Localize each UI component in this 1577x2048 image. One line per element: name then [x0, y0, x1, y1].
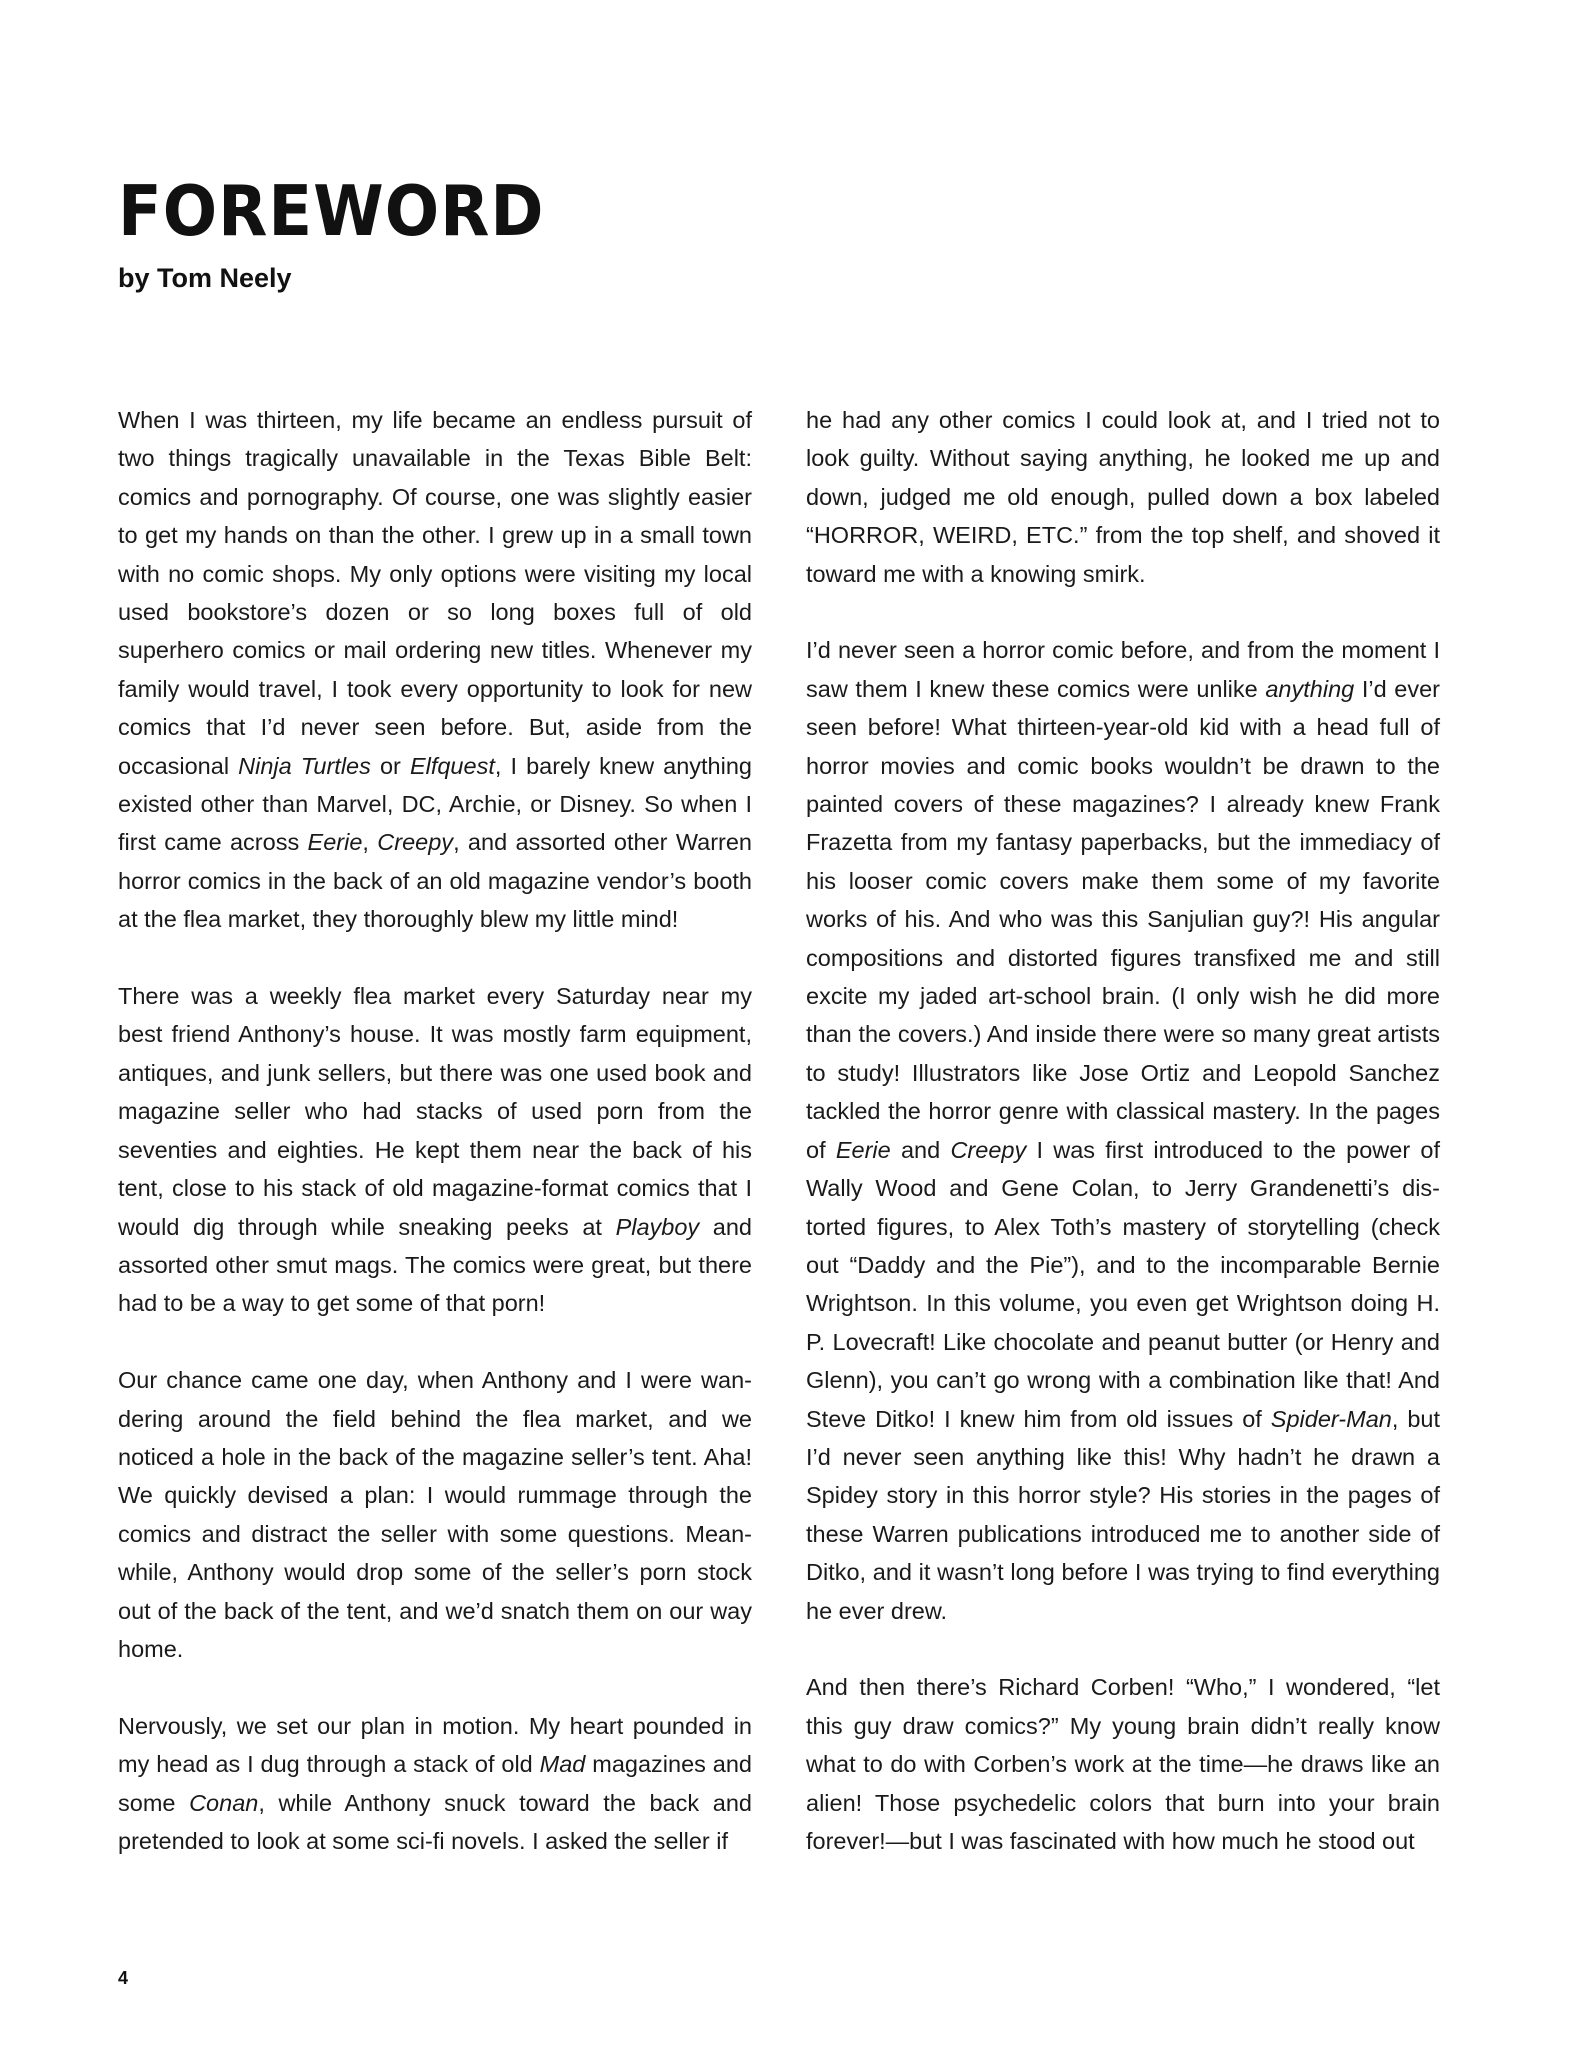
paragraph-4: Nervously, we set our plan in motion. My heart pounded in my head as I dug through a stack of old Mad magazines and some Conan, while Anthony snuck toward the back and pretended to look at some sci-fi novels. I asked the seller if	[118, 1712, 752, 1854]
title-creepy: Creepy	[377, 829, 454, 856]
emphasis-anything: anything	[1265, 675, 1355, 702]
author-byline: by Tom Neely	[118, 263, 292, 293]
title-eerie: Eerie	[307, 829, 363, 856]
title-elfquest: Elfquest	[409, 752, 495, 779]
paragraph-5: he had any other comics I could look at, and I tried not to look guilty. Without saying anything, he looked me up and down, judged me old enough, pulled down a box labeled “HORROR, WEIRD, ETC.” from the top shelf, and shoved it toward me with a knowing smirk.	[806, 407, 1440, 587]
title-spider-man: Spider-Man	[1270, 1405, 1392, 1432]
title-conan: Conan	[189, 1789, 259, 1816]
title-ninja-turtles: Ninja Turtles	[238, 752, 371, 779]
page-title: FOREWORD	[118, 172, 545, 253]
title-creepy: Creepy	[950, 1136, 1027, 1163]
paragraph-2: There was a weekly flea market every Saturday near my best friend Anthony’s house. It was mostly farm equipment, antiques, and junk sellers, but there was one used book and magazine seller who had stacks of used porn from the seventies and eighties. He kept them near the back of his tent, close to his stack of old magazine-format comics that I would dig through while sneaking peeks at Playboy and assorted other smut mags. The comics were great, but there had to be a way to get some of that porn!	[118, 983, 752, 1317]
right-column	[806, 401, 1440, 1860]
paragraph-1: When I was thirteen, my life became an endless pursuit of two things tragically unavailable in the Texas Bible Belt: comics and pornography. Of course, one was slightly easier to get my hands on than the other. I grew up in a small town with no comic shops. My only options were visiting my local used bookstore’s dozen or so long boxes full of old superhero comics or mail ordering new titles. Whenever my family would travel, I took every opportunity to look for new comics that I’d never seen before. But, aside from the occasional Ninja Turtles or Elfquest, I barely knew anything existed other than Marvel, DC, Archie, or Disney. So when I first came across Eerie, Creepy, and assorted other Warren horror comics in the back of an old magazine vendor’s booth at the flea market, they thoroughly blew my little mind!	[118, 407, 753, 933]
title-playboy: Playboy	[615, 1213, 700, 1240]
paragraph-3: Our chance came one day, when Anthony and I were wandering around the field behind the flea market, and we noticed a hole in the back of the magazine seller’s tent. Aha! We quickly devised a plan: I would rummage through the comics and distract the seller with some questions. Meanwhile, Anthony would drop some of the seller’s porn stock out of the back of the tent, and we’d snatch them on our way home.	[118, 1367, 752, 1662]
title-eerie: Eerie	[835, 1136, 891, 1163]
title-mad: Mad	[539, 1751, 586, 1778]
left-column	[118, 401, 752, 1860]
paragraph-6: I’d never seen a horror comic before, and from the moment I saw them I knew these comics were unlike anything I’d ever seen before! What thirteen-year-old kid with a head full of horror movies and comic books wouldn’t be drawn to the painted covers of these magazines? I already knew Frank Frazetta from my fantasy paperbacks, but the immediacy of his looser comic covers make them some of my favorite works of his. And who was this Sanjulian guy?! His angular compositions and distorted figures transfixed me and still excite my jaded art-school brain. (I only wish he did more than the covers.) And inside there were so many great artists to study! Illustrators like Jose Ortiz and Leopold Sanchez tackled the horror genre with classical mastery. In the pages of Eerie and Creepy I was first introduced to the power of Wally Wood and Gene Colan, to Jerry Grandenetti’s distorted figures, to Alex Toth’s mastery of storytelling (check out “Daddy and the Pie”), and to the incomparable Bernie Wrightson. In this volume, you even get Wrightson doing H. P. Lovecraft! Like chocolate and peanut butter (or Henry and Glenn), you can’t go wrong with a combination like that! And Steve Ditko! I knew him from old issues of Spider-Man, but I’d never seen anything like this! Why hadn’t he drawn a Spidey story in this horror style? His stories in the pages of these Warren publications introduced me to another side of Ditko, and it wasn’t long before I was trying to find everything he ever drew.	[806, 637, 1441, 1624]
paragraph-7: And then there’s Richard Corben! “Who,” I wondered, “let this guy draw comics?” My young brain didn’t really know what to do with Corben’s work at the time—he draws like an alien! Those psychedelic colors that burn into your brain forever!—but I was fascinated with how much he stood out	[806, 1674, 1440, 1854]
page-number: 4	[118, 1968, 129, 1988]
